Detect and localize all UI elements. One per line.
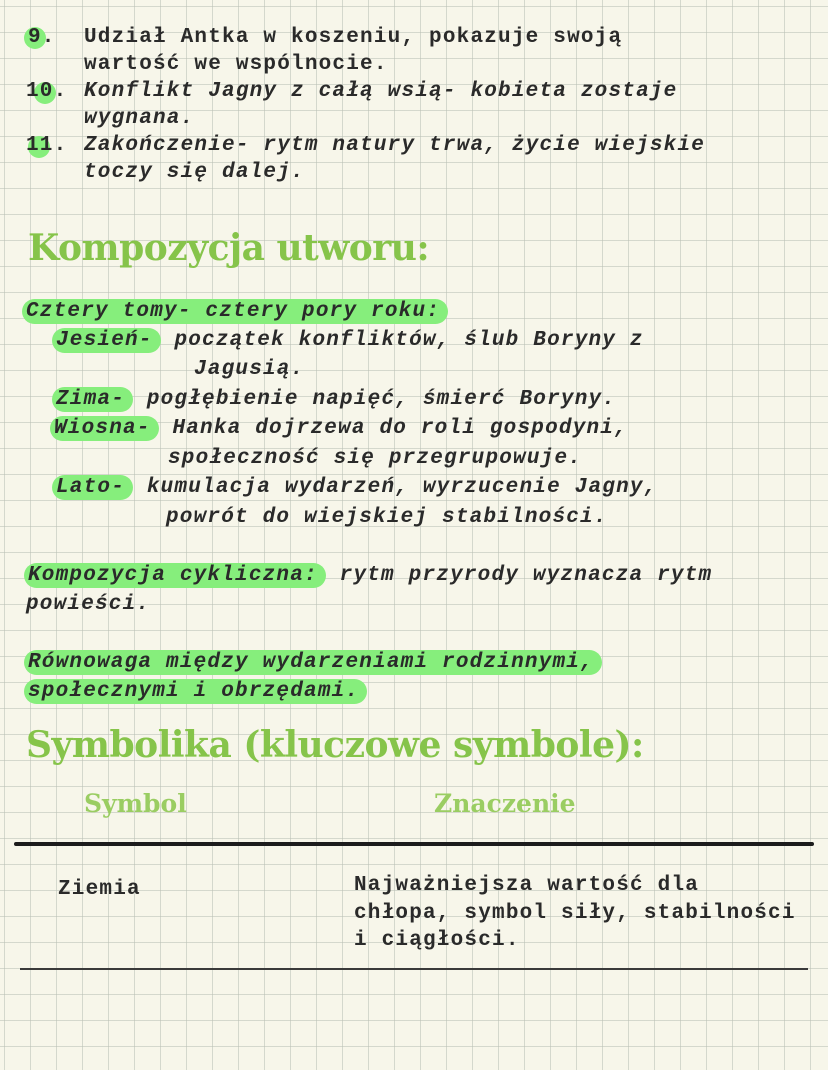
composition-intro-text: Cztery tomy- cztery pory roku: <box>22 299 448 324</box>
season-summer-line2: powrót do wiejskiej stabilności. <box>166 506 608 529</box>
list-item-11-line1: Zakończenie- rytm natury trwa, życie wiejskie <box>84 134 706 157</box>
list-item-10-line1: Konflikt Jagny z całą wsią- kobieta zostaje <box>84 80 678 103</box>
meaning-cell-line3: i ciągłości. <box>354 929 520 952</box>
table-bottom-divider <box>20 968 808 970</box>
season-spring-text: Hanka dojrzewa do roli gospodyni, <box>172 417 628 440</box>
season-spring <box>54 415 628 442</box>
table-header-divider <box>14 842 814 846</box>
season-spring-line2: społeczność się przegrupowuje. <box>168 447 583 470</box>
balance-line1 <box>28 649 602 676</box>
list-number-9: 9. <box>28 26 56 49</box>
season-summer-text: kumulacja wydarzeń, wyrzucenie Jagny, <box>146 476 658 499</box>
column-header-symbol: Symbol <box>84 789 187 818</box>
balance-line2-text: społecznymi i obrzędami. <box>24 679 367 704</box>
list-item-10-line2: wygnana. <box>84 107 195 130</box>
meaning-cell-line1: Najważniejsza wartość dla <box>354 874 700 897</box>
cyclic-composition-line2: powieści. <box>26 593 151 616</box>
column-header-meaning: Znaczenie <box>434 789 576 818</box>
list-number-11: 11. <box>26 134 68 157</box>
list-number-10: 10. <box>26 80 68 103</box>
cyclic-composition <box>28 562 712 589</box>
list-item-11-line2: toczy się dalej. <box>84 161 305 184</box>
season-autumn-label: Jesień- <box>52 328 161 353</box>
symbol-cell: Ziemia <box>58 878 141 901</box>
list-item-9-line1: Udział Antka w koszeniu, pokazuje swoją <box>84 26 623 49</box>
balance-line2 <box>28 678 367 705</box>
season-autumn-line2: Jagusią. <box>194 358 305 381</box>
season-summer <box>56 474 658 501</box>
composition-heading: Kompozycja utworu: <box>28 227 430 269</box>
season-summer-label: Lato- <box>52 475 133 500</box>
composition-intro <box>26 298 448 325</box>
symbolism-heading: Symbolika (kluczowe symbole): <box>26 724 644 766</box>
cyclic-composition-text: rytm przyrody wyznacza rytm <box>339 564 713 587</box>
season-winter <box>56 386 616 413</box>
season-autumn <box>56 327 644 354</box>
season-spring-label: Wiosna- <box>50 416 159 441</box>
list-item-9-line2: wartość we wspólnocie. <box>84 53 388 76</box>
cyclic-composition-label: Kompozycja cykliczna: <box>24 563 326 588</box>
season-winter-text: pogłębienie napięć, śmierć Boryny. <box>146 388 617 411</box>
meaning-cell-line2: chłopa, symbol siły, stabilności <box>354 902 796 925</box>
season-winter-label: Zima- <box>52 387 133 412</box>
balance-line1-text: Równowaga między wydarzeniami rodzinnymi, <box>24 650 602 675</box>
season-autumn-text: początek konfliktów, ślub Boryny z <box>174 329 644 352</box>
